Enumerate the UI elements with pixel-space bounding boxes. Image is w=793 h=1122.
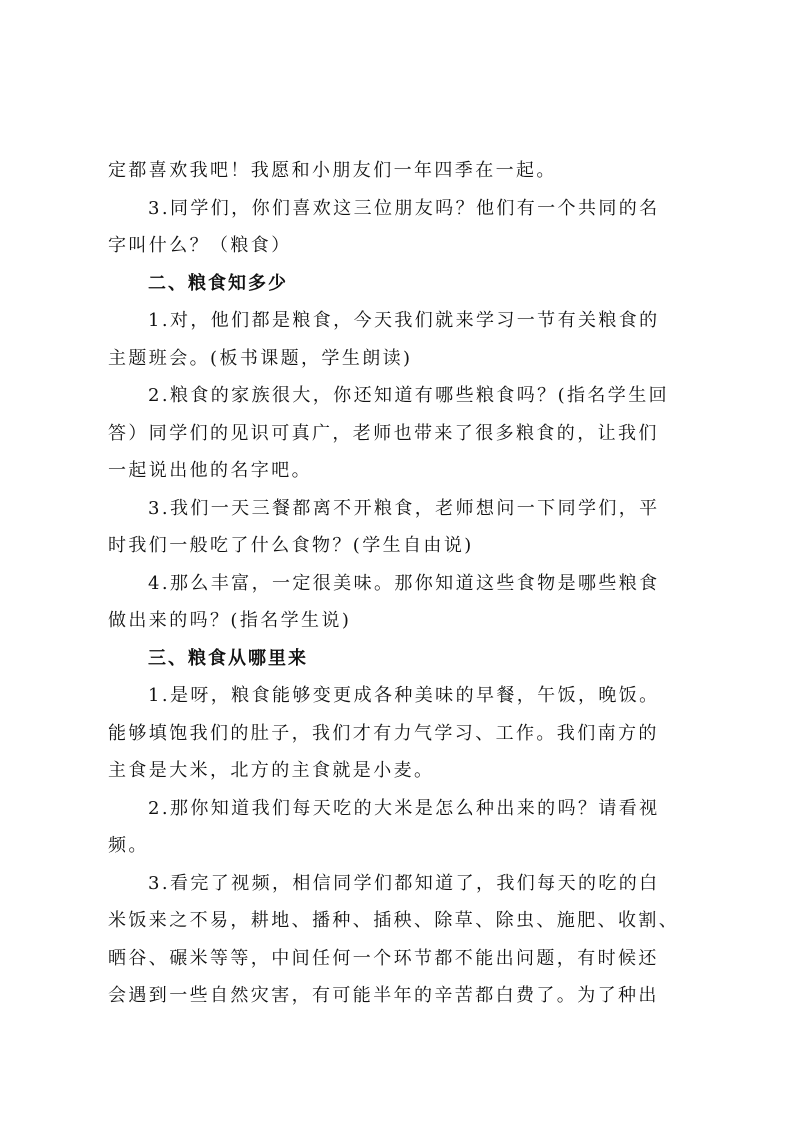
text-line: 能够填饱我们的肚子，我们才有力气学习、工作。我们南方的	[108, 722, 659, 744]
section-heading: 二、粮食知多少	[148, 272, 288, 294]
text-line: 字叫什么？（粮食）	[108, 235, 292, 256]
text-line: 4.那么丰富，一定很美味。那你知道这些食物是哪些粮食	[148, 572, 660, 594]
text-line: 米饭来之不易，耕地、播种、插秧、除草、除虫、施肥、收割、	[108, 910, 680, 931]
text-line: 1.对，他们都是粮食，今天我们就来学习一节有关粮食的	[148, 310, 660, 331]
text-line: 晒谷、碾米等等，中间任何一个环节都不能出问题，有时候还	[108, 947, 659, 969]
text-line: 3.我们一天三餐都离不开粮食，老师想问一下同学们，平	[148, 497, 660, 519]
text-line: 一起说出他的名字吧。	[108, 460, 312, 481]
text-line: 会遇到一些自然灾害，有可能半年的辛苦都白费了。为了种出	[108, 985, 659, 1006]
text-line: 2.那你知道我们每天吃的大米是怎么种出来的吗？请看视	[148, 797, 660, 819]
text-line: 频。	[108, 835, 149, 856]
document-page	[108, 152, 686, 1015]
section-heading: 三、粮食从哪里来	[148, 647, 308, 669]
text-line: 主题班会。(板书课题，学生朗读)	[108, 347, 413, 369]
text-line: 3.同学们，你们喜欢这三位朋友吗？他们有一个共同的名	[148, 197, 660, 219]
text-line: 3.看完了视频，相信同学们都知道了，我们每天的吃的白	[148, 872, 660, 894]
text-line: 主食是大米，北方的主食就是小麦。	[108, 760, 435, 781]
text-line: 定都喜欢我吧！我愿和小朋友们一年四季在一起。	[108, 160, 557, 181]
text-line: 2.粮食的家族很大，你还知道有哪些粮食吗？(指名学生回	[148, 385, 669, 406]
text-line: 时我们一般吃了什么食物？(学生自由说)	[108, 535, 474, 556]
text-line: 答）同学们的见识可真广，老师也带来了很多粮食的，让我们	[108, 422, 659, 444]
text-line: 做出来的吗？(指名学生说)	[108, 610, 352, 631]
text-line: 1.是呀，粮食能够变更成各种美味的早餐，午饭，晚饭。	[148, 685, 660, 706]
